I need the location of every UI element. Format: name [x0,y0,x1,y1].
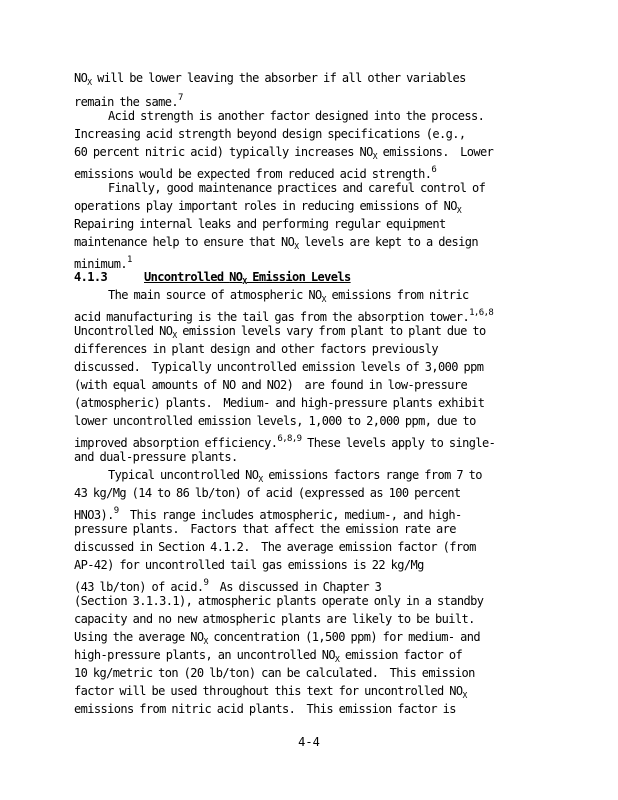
para5-line6: AP-42) for uncontrolled tail gas emissions is 22 kg/Mg [74,558,424,572]
para2-line4: emissions would be expected from reduced acid strength.$^6$ [74,165,437,181]
para5-line14: emissions from nitric acid plants. This emission factor is [74,702,456,716]
para3-line5: minimum.$^1$ [74,255,132,271]
para2-line3: 60 percent nitric acid) typically increases $NO_X$ emissions. Lower [74,145,494,161]
para1-line1: $NO_X$ will be lower leaving the absorber if all other variables [74,71,466,87]
para5-line2: 43 kg/Mg (14 to 86 lb/ton) of acid (expressed as 100 percent [74,486,461,500]
reference-marker: 6,8,9 [277,434,302,444]
para5-line5: discussed in Section 4.1.2. The average emission factor (from [74,540,476,554]
para5-line4: pressure plants. Factors that affect the emission rate are [74,522,456,536]
reference-marker: 1 [127,255,132,265]
para5-line9: capacity and no new atmospheric plants are likely to be built. [74,612,475,626]
para3-line1: Finally, good maintenance practices and careful control of [108,181,486,195]
para2-line2: Increasing acid strength beyond design specifications (e.g., [74,127,466,141]
para3-line2: operations play important roles in reducing emissions of $NO_X$ [74,199,462,215]
para3-line4: maintenance help to ensure that $NO_X$ levels are kept to a design [74,235,478,251]
para4-line7: (atmospheric) plants. Medium- and high-pressure plants exhibit [74,396,485,410]
para5-line8: (Section 3.1.3.1), atmospheric plants operate only in a standby [74,594,484,608]
section-title: Uncontrolled $NO_X$ Emission Levels [144,270,351,286]
para4-line9: improved absorption efficiency.$^{6,8,9}$ These levels apply to single- [74,434,496,450]
para5-line1: Typical uncontrolled $NO_X$ emissions factors range from 7 to [108,468,482,484]
para5-line3: HNO3).$^9$ This range includes atmospheric, medium-, and high- [74,506,462,522]
para4-line8: lower uncontrolled emission levels, 1,000 to 2,000 ppm, due to [74,414,476,428]
reference-marker: 9 [113,506,119,516]
para4-line2: acid manufacturing is the tail gas from the absorption tower.$^{1,6,8}$ [74,308,494,324]
reference-marker: 9 [203,578,209,588]
para4-line1: The main source of atmospheric $NO_X$ emissions from nitric [108,288,469,304]
para4-line6: (with equal amounts of NO and NO2) are found in low-pressure [74,378,468,392]
para1-line2: remain the same.$^7$ [74,93,183,109]
para5-line10: Using the average $NO_X$ concentration (1,500 ppm) for medium- and [74,630,480,646]
para4-line4: differences in plant design and other factors previously [74,342,438,356]
para4-line10: and dual-pressure plants. [74,450,238,464]
para5-line12: 10 kg/metric ton (20 lb/ton) can be calculated. This emission [74,666,475,680]
page-number: 4-4 [298,735,320,749]
para4-line5: discussed. Typically uncontrolled emission levels of 3,000 ppm [74,360,484,374]
para2-line1: Acid strength is another factor designed into the process. [108,109,485,123]
reference-marker: 6 [431,165,437,175]
reference-marker: 7 [178,93,183,103]
para4-line3: Uncontrolled $NO_X$ emission levels vary from plant to plant due to [74,324,486,340]
para5-line13: factor will be used throughout this text for uncontrolled $NO_X$ [74,684,467,700]
no2-formula: NO2 [266,378,287,392]
reference-marker: 1,6,8 [469,308,494,318]
para3-line3: Repairing internal leaks and performing regular equipment [74,217,446,231]
para5-line7: (43 lb/ton) of acid.$^9$ As discussed in Chapter 3 [74,578,382,594]
section-number: 4.1.3 [74,270,108,284]
para5-line11: high-pressure plants, an uncontrolled $NO_X$ emission factor of [74,648,463,664]
